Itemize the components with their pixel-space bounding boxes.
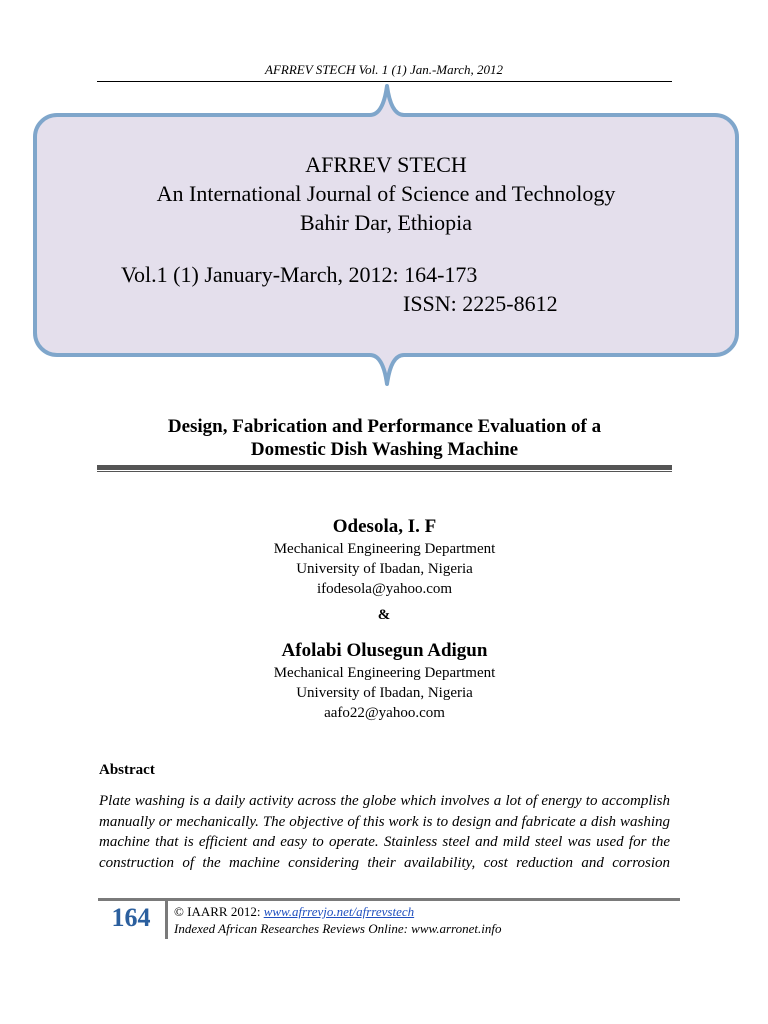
journal-link[interactable]: www.afrrevjo.net/afrrevstech xyxy=(263,904,415,919)
running-header: AFRREV STECH Vol. 1 (1) Jan.-March, 2012 xyxy=(265,62,503,77)
page-number: 164 xyxy=(111,903,151,932)
author-block-2 xyxy=(97,639,672,723)
author-institution: University of Ibadan, Nigeria xyxy=(296,561,473,577)
journal-subtitle: An International Journal of Science and Technology xyxy=(156,181,616,206)
journal-location: Bahir Dar, Ethiopia xyxy=(299,210,472,235)
footer-rule xyxy=(98,898,680,901)
footer-indexed-line: Indexed African Researches Reviews Online: www.arronet.info xyxy=(174,921,502,936)
paper-title-line-1: Design, Fabrication and Performance Evaluation of a xyxy=(167,416,602,437)
volume-line: Vol.1 (1) January-March, 2012: 164-173 xyxy=(121,262,478,287)
author-email[interactable]: ifodesola@yahoo.com xyxy=(316,581,453,597)
footer-divider xyxy=(165,901,168,939)
author-email[interactable]: aafo22@yahoo.com xyxy=(324,705,445,721)
banner-text xyxy=(36,150,736,237)
abstract-text: Plate washing is a daily activity across the globe which involves a lot of energy to accomplish manually or mechanically. The objective of this work is to design and fabricate a dish washing machine that is efficient and easy to operate. Stainless steel and mild steel was used for the construction of the machine considering their availability, cost reduction and corrosion xyxy=(99,793,670,871)
author-separator: & xyxy=(377,607,391,623)
author-name: Odesola, I. F xyxy=(332,516,437,537)
author-block-1 xyxy=(97,515,672,599)
title-rule-thick xyxy=(97,465,672,470)
issn-line: ISSN: 2225-8612 xyxy=(403,291,558,316)
paper-title-line-2: Domestic Dish Washing Machine xyxy=(250,439,519,460)
footer-copyright-line xyxy=(174,904,414,920)
paper-title xyxy=(97,415,672,461)
copyright-text: © IAARR 2012: xyxy=(174,904,264,919)
author-name: Afolabi Olusegun Adigun xyxy=(281,640,488,661)
author-department: Mechanical Engineering Department xyxy=(273,665,496,681)
journal-name: AFRREV STECH xyxy=(305,152,467,177)
abstract-heading: Abstract xyxy=(99,762,155,778)
author-institution: University of Ibadan, Nigeria xyxy=(296,685,473,701)
title-rule-thin xyxy=(97,471,672,472)
author-department: Mechanical Engineering Department xyxy=(273,541,496,557)
